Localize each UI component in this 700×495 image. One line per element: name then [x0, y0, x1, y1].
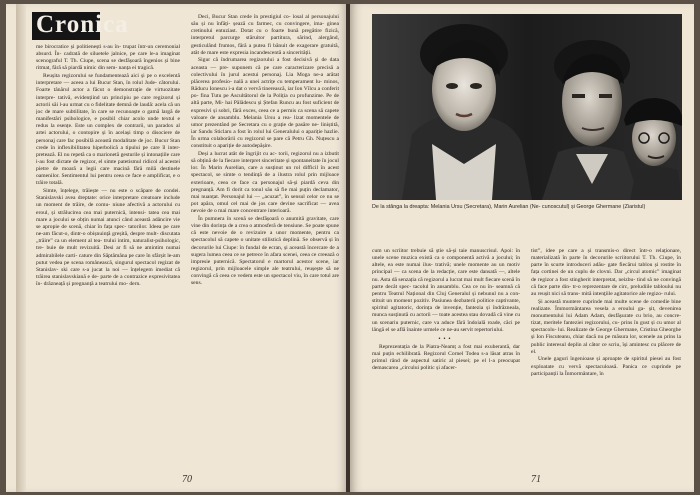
production-photo: [372, 14, 682, 200]
right-column-1: [372, 248, 520, 476]
left-page: [6, 4, 348, 492]
paragraph: Unele gaguri îngenioase și aproapte de spiritul piesei au fost exploatate cu vervă spectaculoasă. Panica ce cuprinde pe participanții la Înmormântare, în: [531, 356, 681, 377]
magazine-spread: [6, 4, 694, 492]
paragraph: me birocratice și politienești s-au în- trupat într-un ceremonial absurd. În- cadrată de siluetele jalnice, pe care le-a imaginat scenograful T. Th. Ciupe, scena se desfășoară îngenios și bine ritmat, fără să piardă nimic din sem- nanța ei tragică.: [36, 44, 180, 72]
paragraph: Deși a lucrat atât de îngrijit cu ac- torii, regizorul nu a izbutit să obțină de la fiecare interpret sinceritate și spontaneitate în jocul lor. În Marin Aurelian, care a susținut un rol difficil în acest spectacol, se simte o tendință de a ilustra rolul prin mijloace exterioare, ceea ce face ca personajul să-și piardă ceva din pregnanță. Am fi dorit ca tonul său să fie mai puțin declamator, mai nuanțat. Personajul lui — „acuzat”, în sensul celor ce nu se pot apăra, omul cel mai de jos care devine sacrificat — avea nevoie de o mai mare concentrare interioară.: [191, 150, 339, 215]
paragraph: În pumnera în scenă se desfășoară o anumită gravitate, care vine din dorința de a crea o atmosferă de tensiune. Se poate spune că este nevoie de o revizuire a unor momente, pentru ca spectacolul să capete o unitate stilistică deplină. Se observă și în decorurile lui Ciupe: în fundal de ecran, și această încercare de a sugera lumea ceea ce se petrece în afara scenei, ceea ce creează o impresie puternică. Spectatorul e martorul acestor scene, iar regizorul, prin mijloacele simple ale teatrului, reușește să ne convingă că ceea ce vedem este un spectacol viu, în care totul are sens.: [191, 215, 339, 287]
page-number: 70: [182, 474, 192, 485]
section-separator: •••: [438, 335, 454, 342]
paragraph: Simte, înțelege, trăiește — nu este o scăpare de condei. Stanislavski avea dreptate: orice interpretare creatoare include un moment de trăire, de comu- niune afectivă a actorului cu eroul, și strălucirea cea mai puternică, intensi- tatea cea mai mare a jocului se obțin numai atunci când această adâncire vie se apropie de scenă, chiar în fața spec- tatorilor. Ideea pe care ne-am făcut-o, dintr-o obișnuință greșită, despre mult- discutata „trăire” ca un element al tea- trului intim, naturalist-psihologic, tre- buie de mult revizuită. Desi ar fi să ne amintim numai admirabilele carti- cature din Săptămâna pe care în sfârșit le-am putut vedea pe scena românească, singurul spectacol regizat de Stanislav- ski care s-a jucat la noi — înțelegem imediat că trăirea stanislavskiană e de- parte de a contrazice expresivitatea în- drăzneață și pregnanță a teatrului mo- dern.: [36, 188, 180, 288]
paragraph: Reprezentația de la Piatra-Neamț a fost mai exuberantă, dar mai puțin echilibrată. Regizorul Cornel Todea s-a lăsat atras în primul rând de aspectul satiric al piesei; pe el l-a preocupat demascarea „circului politic și afacer-: [372, 343, 520, 371]
page-edge: [16, 4, 26, 492]
paragraph: cum un scriitor trebuie să știe să-și taie manuscrisul. Apoi: în unele scene muzica există ca o componentă activă a jocului; în altele, ea este numai ilus- trativă; unele momente au un motiv principal — ca scena de la redacție, care este dansată —, altele nu. Asta dă senzația că regizorul a lucrat mai mult fiecare scenă în parte decât spec- tacolul în ansamblu. Cea ce nu în- seamnă că pentru Teatrul Național din Cluj Generalul și nebunul nu a con- stituit un moment pozitiv. Pasiunea dezbaterii politice captivante, spiritul agitatoric, dorința de invenție, fantezia și îndrăzneala, munca susținută cu actorii — toate acestea stau dovadă că vine cu un scenariu puternic, care va aduce fără îndoială roade, căci pe lângă el se află înainte urmele ce ne-au servit repertoriului.: [372, 248, 520, 333]
paragraph: tist”, idee pe care a și transmis-o direct într-o relaționare, materializată în parte în decorurile scriitorului T. Th. Ciupe, în parte în scurte introduceri adău- gate fiecărui tablou și rostite în fața cortinei de un cuplu de clovni. Dar „circul atomic” imaginat de regizor a fost stingherit interpretat, neizbu- tind să ne convingă că face parte din- tr-o reprezentare de circ, preludiile tabloului nu au reușit nici să trans- mită intenţiile agitatorice ale regizo- rului.: [531, 248, 681, 297]
paragraph: Și această muntere cuprinde mai multe scene de comedie bine realizate. Îmmormântarea vesela a eroului ga- șit, devenirea monumentului lui Adam Adam, desfășurate cu brio, au concre- tizat, meritele fanteziei regizorului, cu- prins în gust și cu umor al spectacolu- lui. Realizate de George Ghermane, Cristina Gheorghe și Ion Fiscuteanu, chiar dacă nu pe măsura lor, scenele au prins la public interesul deplin al câtor ce scriu, își amintesc cu plăcere de el.: [531, 298, 681, 355]
paragraph: Deci, Bucur Stan crede în prestigiul co- losal al personajului său și nu înfăți- șează cu farmec, cu convingere, ima- ginea cretinului entuziast. Dotat cu o foarte bună pregătire fizică, interpretul parcurge stăruitor partitura, sărind, alergând, gesticulând frumos, fără a putea fi bănuit de exagerare gratuită, atât de mare este expresia incandescentă a sincerității.: [191, 14, 339, 56]
left-column-2: [191, 14, 339, 474]
photo-illustration: [372, 14, 682, 200]
left-column-1: [36, 44, 180, 474]
paragraph: Reușita regizorului se fundamentează aici și pe o excelentă interpretare — aceea a lui Bucur Stan, în rolul Jude- cătorului. Foarte tânărul actor a făcut o demonstrație de virtuozitate interpre- tativă, evidențiind un principiu pe care regizorul și actorii săi l-au urmat cu o fidelitate demnă de laudă: acela că un joc de mare subtilitate, în care se recunoaște o gamă largă de manifestări psihologice, e posibil chiar acolo unde textul e redus la esențe. Este un complex de contrarii, un paradox al artei actorului, o contopire și în același timp o disociere de personaj care fac posibilă această modalitate de joc. Bucur Stan crede în inflexibilitatea hiperbolică a tipului pe care îl inter- pretează. El nu repetă ca o marionetă gesturile și intonațiile care i-au fost dictate de regizor, el simte patetismul ridicol al acestei pietre de moară a legii care macină fără milă destinele oamenilor. Sentimentul lui pentru ceea ce face e amplificat, e o trăire totală.: [36, 73, 180, 187]
photo-caption: De la stânga la dreapta: Melania Ursu (Secretara), Marin Aurelian (Ne- cunoscutul) și George Ghermane (Ziaristul): [372, 204, 646, 210]
rubric-title: Cronica: [36, 11, 129, 38]
right-column-2: [531, 248, 681, 476]
paragraph: Sigur că îndrumarea regizorului a fost decisivă și de data aceasta — pre- supunem că pe care caracterizare precisă a colectivului în jurul acestui personaj. Lia Moga ne-a arătat plăcerea profesio- nală a unei actrițe cu temperament lu- minos, Răducu Ionescu i-a dat o vervă tinerească, iar Ion Vîlcu a conferit po- fina Tutu pe Ascultătorul de la Poliția cu profunzime. Pe de altă parte, Mi- hai Pălădescu și Ștefan Runcu au fost suficient de expresivi și sobri, fără exces, ceea ce a permis ca scena să capete valoare de ansamblu. Melania Ursu a rea- lizat momentele de umor prezentând pe Secretara cu o grație de pasăre ne- liniștită, iar Sandu Sticlaru a fost în rolul lui Generalului o apariție hazlie. În urma colaborării cu regizorul se pare că Petru Gh. Nuțescu a constituit o apariție de autodepășire.: [191, 57, 339, 150]
page-number: 71: [531, 474, 541, 485]
